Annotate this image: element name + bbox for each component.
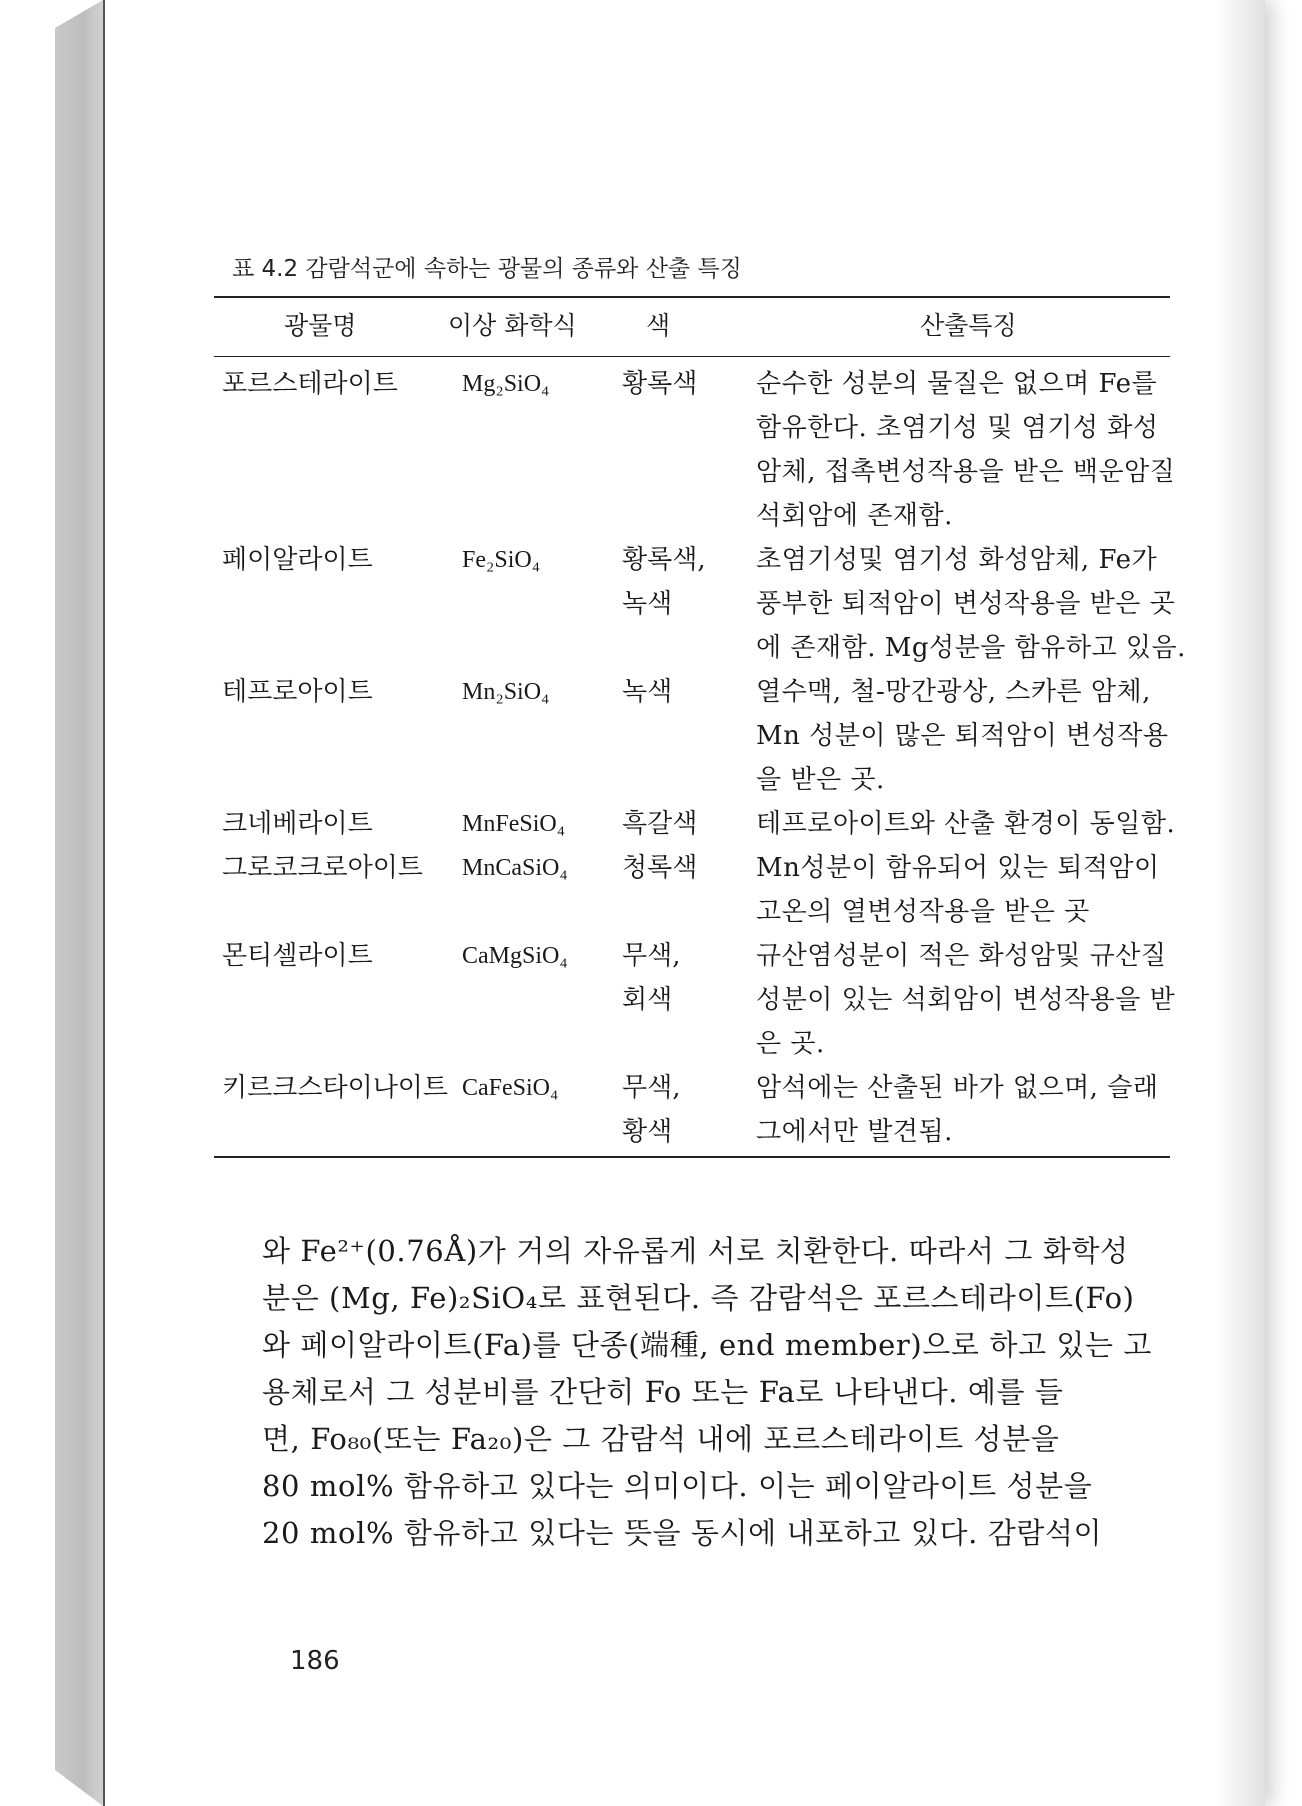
row-0-color <box>622 362 697 406</box>
row-0-feature-line: 순수한 성분의 물질은 없으며 Fe를 <box>756 369 1158 399</box>
table-caption: 표 4.2 감람석군에 속하는 광물의 종류와 산출 특징 <box>232 256 742 282</box>
row-1-feature-line: 초염기성및 염기성 화성암체, Fe가 <box>756 545 1158 575</box>
row-1-color-line: 녹색 <box>622 589 673 619</box>
row-2-feature-line: 을 받은 곳. <box>756 765 885 795</box>
row-6-color-line: 황색 <box>622 1117 673 1147</box>
row-2-feature-line: 열수맥, 철-망간광상, 스카른 암체, <box>756 677 1151 707</box>
row-3-color-line: 흑갈색 <box>622 809 698 839</box>
row-1-formula: Fe₂SiO₄ <box>462 547 541 573</box>
row-3-feature <box>756 802 1176 846</box>
header-occurrence: 산출특징 <box>920 311 1017 340</box>
row-4-color-line: 청록색 <box>622 853 698 883</box>
table-header-rule <box>214 356 1170 357</box>
body-line: 와 Fe²⁺(0.76Å)가 거의 자유롭게 서로 치환한다. 따라서 그 화학성 <box>262 1234 1129 1268</box>
row-6-feature <box>756 1066 1176 1154</box>
row-0-feature <box>756 362 1176 538</box>
row-0-feature-line: 암체, 접촉변성작용을 받은 백운암질 <box>756 457 1176 487</box>
row-1-feature-line: 에 존재함. Mg성분을 함유하고 있음. <box>756 633 1186 663</box>
body-line: 면, Fo₈₀(또는 Fa₂₀)은 그 감람석 내에 포르스테라이트 성분을 <box>262 1422 1060 1456</box>
row-2-color <box>622 670 672 714</box>
row-0-formula: Mg₂SiO₄ <box>462 371 550 397</box>
page-number: 186 <box>290 1646 340 1676</box>
row-4-feature-line: Mn성분이 함유되어 있는 퇴적암이 <box>756 853 1160 883</box>
row-4-feature <box>756 846 1176 934</box>
table-top-rule <box>214 296 1170 298</box>
row-1-feature-line: 풍부한 퇴적암이 변성작용을 받은 곳 <box>756 589 1176 619</box>
row-0-feature-line: 함유한다. 초염기성 및 염기성 화성 <box>756 413 1159 443</box>
row-5-color <box>622 934 681 1022</box>
page-shadow <box>1215 0 1265 1806</box>
row-6-feature-line: 암석에는 산출된 바가 없으며, 슬래 <box>756 1073 1159 1103</box>
row-2-feature-line: Mn 성분이 많은 퇴적암이 변성작용 <box>756 721 1169 751</box>
row-4-color <box>622 846 697 890</box>
row-6-name: 키르크스타이나이트 <box>222 1073 449 1103</box>
row-1-color-line: 황록색, <box>622 545 706 575</box>
row-5-name: 몬티셀라이트 <box>222 941 373 971</box>
body-line: 용체로서 그 성분비를 간단히 Fo 또는 Fa로 나타낸다. 예를 들 <box>262 1375 1064 1409</box>
row-5-formula: CaMgSiO₄ <box>462 943 568 969</box>
row-5-feature <box>756 934 1176 1066</box>
row-2-color-line: 녹색 <box>622 677 673 707</box>
row-0-color-line: 황록색 <box>622 369 698 399</box>
book-edge <box>55 0 103 1806</box>
row-0-feature-line: 석회암에 존재함. <box>756 501 953 531</box>
row-5-color-line: 무색, <box>622 941 681 971</box>
body-line: 80 mol% 함유하고 있다는 의미이다. 이는 페이알라이트 성분을 <box>262 1469 1093 1503</box>
row-0-name: 포르스테라이트 <box>222 369 398 399</box>
row-4-name: 그로코크로아이트 <box>222 853 423 883</box>
table-bottom-rule <box>214 1156 1170 1158</box>
body-line: 분은 (Mg, Fe)₂SiO₄로 표현된다. 즉 감람석은 포르스테라이트(Fo) <box>262 1281 1135 1315</box>
row-2-formula: Mn₂SiO₄ <box>462 679 550 705</box>
header-mineral-name: 광물명 <box>284 311 357 340</box>
row-1-name: 페이알라이트 <box>222 545 373 575</box>
row-3-feature-line: 테프로아이트와 산출 환경이 동일함. <box>756 809 1176 839</box>
row-3-formula: MnFeSiO₄ <box>462 811 566 837</box>
row-5-feature-line: 성분이 있는 석회암이 변성작용을 받 <box>756 985 1176 1015</box>
row-6-formula: CaFeSiO₄ <box>462 1075 559 1101</box>
header-color: 색 <box>646 311 671 340</box>
row-3-color <box>622 802 697 846</box>
row-3-name: 크네베라이트 <box>222 809 373 839</box>
body-line: 20 mol% 함유하고 있다는 뜻을 동시에 내포하고 있다. 감람석이 <box>262 1516 1103 1550</box>
row-6-color-line: 무색, <box>622 1073 681 1103</box>
row-5-color-line: 회색 <box>622 985 673 1015</box>
row-6-feature-line: 그에서만 발견됨. <box>756 1117 953 1147</box>
header-formula: 이상 화학식 <box>448 311 577 340</box>
row-4-feature-line: 고온의 열변성작용을 받은 곳 <box>756 897 1090 927</box>
body-paragraph <box>262 1228 1153 1557</box>
row-4-formula: MnCaSiO₄ <box>462 855 568 881</box>
row-2-name: 테프로아이트 <box>222 677 373 707</box>
row-5-feature-line: 규산염성분이 적은 화성암및 규산질 <box>756 941 1167 971</box>
row-6-color <box>622 1066 681 1154</box>
row-2-feature <box>756 670 1176 802</box>
body-line: 와 페이알라이트(Fa)를 단종(端種, end member)으로 하고 있는 고 <box>262 1328 1153 1362</box>
row-5-feature-line: 은 곳. <box>756 1029 825 1059</box>
row-1-feature <box>756 538 1186 670</box>
row-1-color <box>622 538 706 626</box>
